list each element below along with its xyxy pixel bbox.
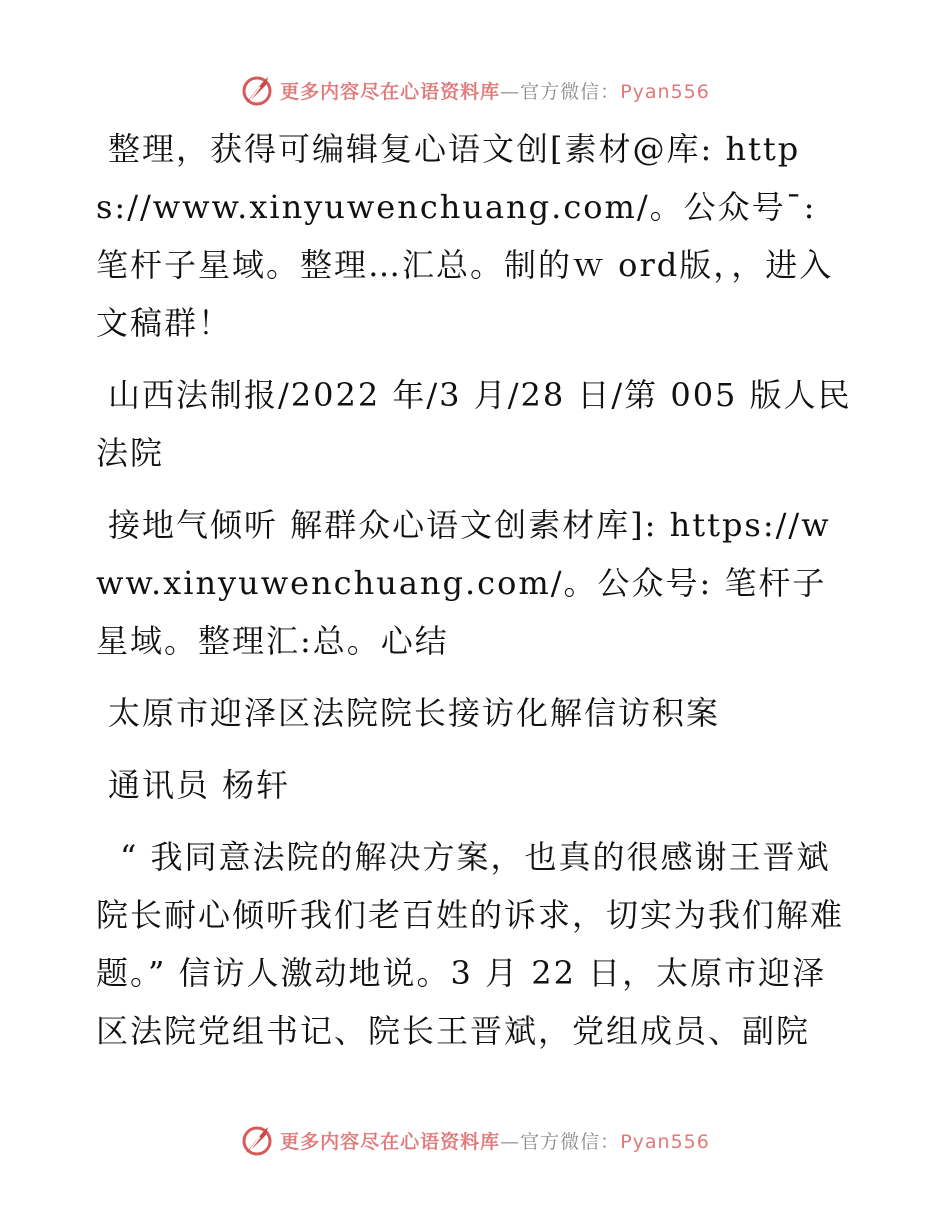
quill-logo-icon (240, 73, 274, 107)
paragraph-body: “ 我同意法院的解决方案，也真的很感谢王晋斌院长耐心倾听我们老百姓的诉求，切实为我们解难题。” 信访人激动地说。3 月 22 日，太原市迎泽区法院党组书记、院长王晋斌，党组成员、副院 (96, 838, 845, 1050)
watermark-text-footer: 更多内容尽在心语资料库—官方微信：Pyan556 (280, 1130, 710, 1153)
document-body (96, 120, 856, 1060)
page-footer-watermark (0, 1120, 950, 1160)
paragraph-subtitle: 太原市迎泽区法院院长接访化解信访积案 (108, 694, 721, 732)
watermark-brand (240, 73, 710, 107)
page-header-watermark (0, 70, 950, 110)
paragraph-intro: 整理，获得可编辑复心语文创[素材@库: https://www.xinyuwenchuang.com/。公众号¯: 笔杆子星域。整理…汇总。制的ｗ ord版，，进入文稿群！ (96, 130, 834, 342)
quill-logo-icon (240, 1123, 274, 1157)
paragraph-source: 山西法制报/2022 年/3 月/28 日/第 005 版人民法院 (96, 376, 852, 472)
watermark-text: 更多内容尽在心语资料库—官方微信：Pyan556 (280, 80, 710, 103)
paragraph-byline: 通讯员 杨轩 (108, 766, 291, 804)
paragraph-headline: 接地气倾听 解群众心语文创素材库]: https://www.xinyuwenchuang.com/。公众号: 笔杆子星域。整理汇:总。心结 (96, 506, 831, 660)
watermark-brand-footer (240, 1123, 710, 1157)
